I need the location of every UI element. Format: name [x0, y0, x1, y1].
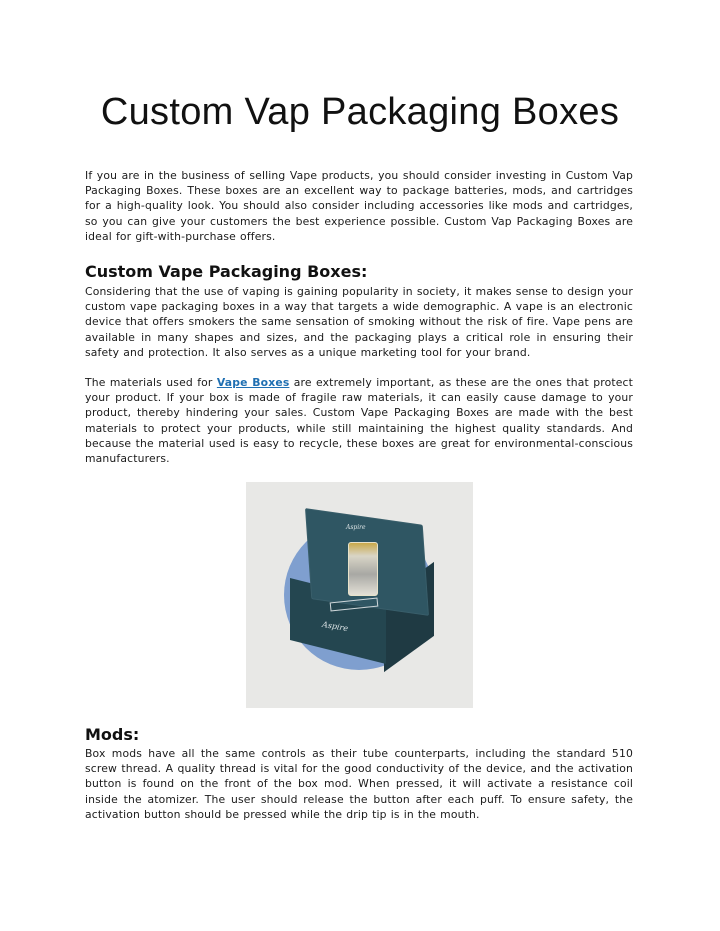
section1-paragraph-1: Considering that the use of vaping is gaining popularity in society, it makes sense to design your custom vape packaging boxes in a way that targets a wide demographic. A vape is an electronic device that offers smokers the same sensation of smoking without the risk of fire. Vape pens are available in many shapes and sizes, and the packaging plays a critical role in ensuring their safety and protection. It also serves as a unique marketing tool for your brand. — [85, 285, 633, 359]
brand-logo-front: Aspire — [321, 619, 349, 634]
paragraph-text: are extremely important, as these are the ones that protect your product. If your box is made of fragile raw materials, it can easily cause damage to your product, thereby hindering your sales. Custom Vape Packaging Boxes are made with the best materials to protect your products, while still maintaining the highest quality standards. And because the material used is easy to recycle, these boxes are great for environmental-conscious manufacturers. — [85, 376, 633, 466]
mods-paragraph: Box mods have all the same controls as their tube counterparts, including the standard 510 screw thread. A quality thread is vital for the good conductivity of the device, and the activation button is found on the front of the box mod. When pressed, it will activate a resistance coil inside the atomizer. The user should release the button after each puff. To ensure safety, the activation button should be pressed while the drip tip is in the mouth. — [85, 747, 633, 821]
page-title: Custom Vap Packaging Boxes — [100, 91, 620, 133]
section-heading-mods: Mods: — [85, 725, 140, 744]
section-heading-custom-vape-packaging: Custom Vape Packaging Boxes: — [85, 262, 368, 281]
vape-boxes-link[interactable]: Vape Boxes — [216, 376, 290, 389]
section1-paragraph-2 — [85, 375, 633, 466]
intro-paragraph: If you are in the business of selling Vape products, you should consider investing in Custom Vap Packaging Boxes. These boxes are an excellent way to package batteries, mods, and cartridges for a high-quality look. You should also consider including accessories like mods and cartridges, so you can give your customers the best experience possible. Custom Vap Packaging Boxes are ideal for gift-with-purchase offers. — [85, 169, 633, 243]
vape-box-image — [246, 482, 473, 708]
paragraph-text: The materials used for — [85, 376, 217, 389]
brand-logo-top: Aspire — [346, 524, 366, 531]
atomizer-tank-image — [348, 542, 378, 596]
